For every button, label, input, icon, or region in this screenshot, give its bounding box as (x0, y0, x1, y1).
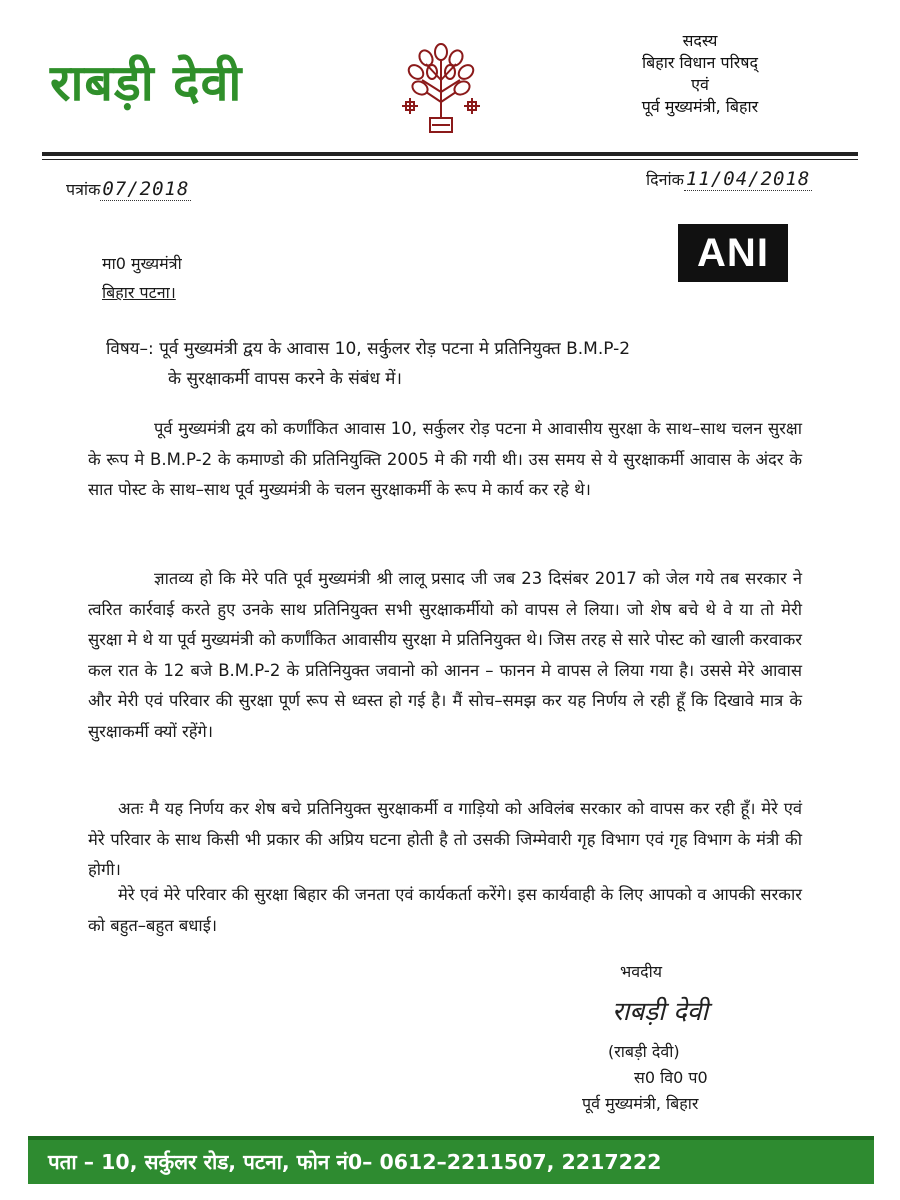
addressee-line-1: मा0 मुख्यमंत्री (102, 254, 182, 273)
ani-watermark-logo: ANI (678, 224, 788, 282)
designation-line: पूर्व मुख्यमंत्री, बिहार (641, 97, 759, 116)
body-paragraph-2 (88, 564, 802, 747)
lantern-tree-emblem-icon (396, 40, 486, 140)
subject-block (106, 334, 806, 394)
body-paragraph-1 (88, 414, 802, 506)
paragraph-text: पूर्व मुख्यमंत्री द्वय को कर्णांकित आवास 10, सर्कुलर रोड़ पटना मे आवासीय सुरक्षा के साथ–साथ चलन सुरक्षा के रूप मे B.M.P-2 के कमाण्डो की प्रतिनियुक्ति 2005 मे की गयी थी। उस समय से ये सुरक्षाकर्मी आवास के अंदर के सात पोस्ट के साथ–साथ पूर्व मुख्यमंत्री के चलन सुरक्षाकर्मी के रूप मे कार्य कर रहे थे। (88, 419, 802, 499)
designation-line: बिहार विधान परिषद् (641, 53, 759, 72)
letter-number (66, 178, 191, 200)
subject-line-2: के सुरक्षाकर्मी वापस करने के संबंध में। (168, 369, 402, 389)
letterhead-name: राबड़ी देवी (50, 54, 243, 112)
patrank-label: पत्रांक (66, 180, 101, 199)
designation-line: सदस्य (682, 31, 718, 50)
body-paragraph-3 (88, 794, 802, 886)
paragraph-text: अतः मै यह निर्णय कर शेष बचे प्रतिनियुक्त सुरक्षाकर्मी व गाड़ियो को अविलंब सरकार को वापस कर रही हूँ। मेरे एवं मेरे परिवार के साथ किसी भी प्रकार की अप्रिय घटना होती है तो उसकी जिम्मेवारी गृह विभाग एवं गृह विभाग के मंत्री की होगी। (88, 799, 802, 879)
paragraph-text: मेरे एवं मेरे परिवार की सुरक्षा बिहार की जनता एवं कार्यकर्ता करेंगे। इस कार्यवाही के लिए आपको व आपकी सरकार को बहुत–बहुत बधाई। (88, 885, 802, 935)
signatory-designation-1: स0 वि0 प0 (634, 1068, 708, 1087)
dinank-label: दिनांक (646, 170, 684, 189)
letterhead-divider-thin (42, 159, 858, 160)
paragraph-text: ज्ञातव्य हो कि मेरे पति पूर्व मुख्यमंत्री श्री लालू प्रसाद जी जब 23 दिसंबर 2017 को जेल गये तब सरकार ने त्वरित कार्रवाई करते हुए उनके साथ प्रतिनियुक्त सभी सुरक्षाकर्मीयो को वापस ले लिया। जो शेष बचे थे वे या तो मेरी सुरक्षा मे थे या पूर्व मुख्यमंत्री को कर्णांकित आवासीय सुरक्षा मे प्रतिनियुक्त थे। जिस तरह से सारे पोस्ट को खाली करवाकर कल रात के 12 बजे B.M.P-2 के प्रतिनियुक्त जवानो को आनन – फानन मे वापस ले लिया गया है। उससे मेरे आवास और मेरी एवं परिवार की सुरक्षा पूर्ण रूप से ध्वस्त हो गई है। मैं सोच–समझ कर यह निर्णय ले रही हूँ कि दिखावे मात्र के सुरक्षाकर्मी क्यों रहेंगे। (88, 569, 802, 741)
signatory-designation-2: पूर्व मुख्यमंत्री, बिहार (582, 1094, 699, 1113)
letter-date (646, 168, 812, 190)
subject-label: विषय–: (106, 339, 154, 359)
footer-address-bar: पता – 10, सर्कुलर रोड, पटना, फोन नं0– 0612–2211507, 2217222 (28, 1136, 874, 1184)
closing-salutation: भवदीय (620, 962, 663, 981)
dinank-value: 11/04/2018 (685, 168, 811, 190)
letterhead-designation (600, 30, 800, 118)
addressee-line-2: बिहार पटना। (102, 283, 176, 302)
subject-line-1: पूर्व मुख्यमंत्री द्वय के आवास 10, सर्कुलर रोड़ पटना मे प्रतिनियुक्त B.M.P-2 (159, 339, 631, 359)
signatory-name: (राबड़ी देवी) (608, 1042, 680, 1061)
designation-line: एवं (691, 75, 709, 94)
body-paragraph-4 (88, 880, 802, 941)
letterhead-divider (42, 152, 858, 156)
handwritten-signature: राबड़ी देवी (612, 997, 709, 1027)
patrank-value: 07/2018 (102, 178, 190, 200)
